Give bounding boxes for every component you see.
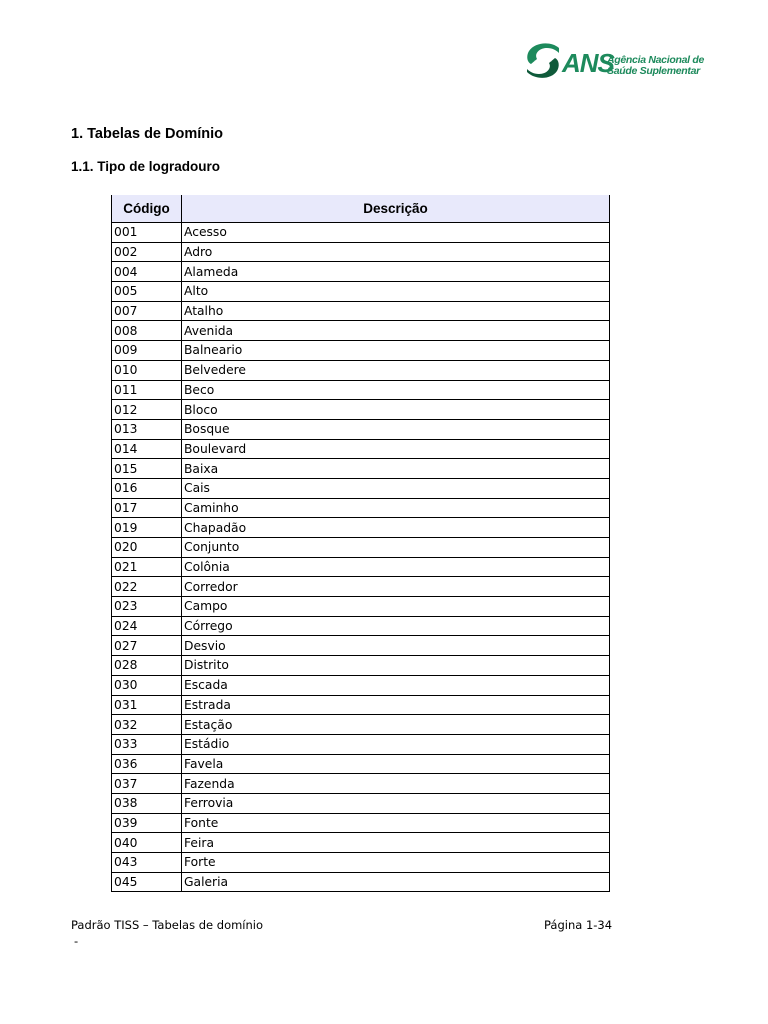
table-row	[112, 872, 610, 892]
logradouro-table	[111, 195, 610, 892]
table-row	[112, 597, 610, 617]
ans-logo	[525, 42, 704, 82]
cell-code: 014	[112, 439, 182, 459]
cell-code: 001	[112, 223, 182, 243]
table-row	[112, 498, 610, 518]
cell-code: 036	[112, 754, 182, 774]
cell-code: 028	[112, 656, 182, 676]
ans-logo-mark-icon	[525, 42, 561, 80]
table-row	[112, 242, 610, 262]
table-row	[112, 675, 610, 695]
cell-code: 010	[112, 360, 182, 380]
cell-description: Campo	[182, 597, 610, 617]
cell-code: 038	[112, 793, 182, 813]
cell-code: 045	[112, 872, 182, 892]
table-row	[112, 400, 610, 420]
cell-code: 011	[112, 380, 182, 400]
table-row	[112, 774, 610, 794]
table-row	[112, 656, 610, 676]
cell-code: 019	[112, 518, 182, 538]
cell-description: Fazenda	[182, 774, 610, 794]
cell-description: Chapadão	[182, 518, 610, 538]
table-body	[112, 223, 610, 892]
table-row	[112, 833, 610, 853]
table-row	[112, 262, 610, 282]
cell-code: 033	[112, 734, 182, 754]
table-row	[112, 813, 610, 833]
footer-page-number: Página 1-34	[544, 918, 613, 932]
cell-code: 002	[112, 242, 182, 262]
cell-description: Escada	[182, 675, 610, 695]
logo-line-1: Agência Nacional de	[607, 54, 704, 66]
table-row	[112, 223, 610, 243]
section-heading: 1. Tabelas de Domínio	[71, 126, 224, 142]
cell-code: 039	[112, 813, 182, 833]
cell-code: 024	[112, 616, 182, 636]
table-row	[112, 478, 610, 498]
table-row	[112, 616, 610, 636]
cell-description: Favela	[182, 754, 610, 774]
cell-code: 017	[112, 498, 182, 518]
table-row	[112, 321, 610, 341]
table-row	[112, 518, 610, 538]
cell-code: 043	[112, 853, 182, 873]
cell-description: Ferrovia	[182, 793, 610, 813]
cell-description: Distrito	[182, 656, 610, 676]
cell-code: 030	[112, 675, 182, 695]
table-row	[112, 754, 610, 774]
table-row	[112, 636, 610, 656]
cell-code: 040	[112, 833, 182, 853]
cell-code: 012	[112, 400, 182, 420]
cell-description: Colônia	[182, 557, 610, 577]
cell-description: Belvedere	[182, 360, 610, 380]
cell-description: Estádio	[182, 734, 610, 754]
cell-description: Bosque	[182, 419, 610, 439]
table-row	[112, 853, 610, 873]
cell-code: 007	[112, 301, 182, 321]
cell-code: 037	[112, 774, 182, 794]
logo-agency-name	[607, 55, 707, 77]
cell-description: Corredor	[182, 577, 610, 597]
table-row	[112, 301, 610, 321]
cell-description: Cais	[182, 478, 610, 498]
cell-code: 008	[112, 321, 182, 341]
cell-description: Boulevard	[182, 439, 610, 459]
table-header-row	[112, 195, 610, 223]
table-row	[112, 793, 610, 813]
cell-description: Atalho	[182, 301, 610, 321]
table-row	[112, 282, 610, 302]
cell-code: 004	[112, 262, 182, 282]
footer-document-title: Padrão TISS – Tabelas de domínio	[71, 918, 264, 932]
cell-description: Bloco	[182, 400, 610, 420]
cell-description: Fonte	[182, 813, 610, 833]
column-header-description: Descrição	[182, 195, 610, 223]
cell-code: 022	[112, 577, 182, 597]
table-row	[112, 715, 610, 735]
cell-code: 009	[112, 341, 182, 361]
table-row	[112, 695, 610, 715]
cell-description: Alameda	[182, 262, 610, 282]
cell-description: Caminho	[182, 498, 610, 518]
logo-acronym: ANS	[562, 48, 614, 78]
cell-description: Forte	[182, 853, 610, 873]
table-row	[112, 734, 610, 754]
cell-code: 021	[112, 557, 182, 577]
cell-description: Alto	[182, 282, 610, 302]
footer-dash: -	[74, 934, 79, 948]
cell-description: Avenida	[182, 321, 610, 341]
cell-description: Galeria	[182, 872, 610, 892]
cell-description: Estrada	[182, 695, 610, 715]
cell-code: 032	[112, 715, 182, 735]
table-row	[112, 557, 610, 577]
cell-code: 031	[112, 695, 182, 715]
cell-code: 016	[112, 478, 182, 498]
table-row	[112, 439, 610, 459]
cell-description: Feira	[182, 833, 610, 853]
table-row	[112, 459, 610, 479]
cell-code: 015	[112, 459, 182, 479]
table-row	[112, 538, 610, 558]
subsection-heading: 1.1. Tipo de logradouro	[71, 159, 221, 174]
table-row	[112, 341, 610, 361]
cell-code: 027	[112, 636, 182, 656]
cell-description: Desvio	[182, 636, 610, 656]
table-row	[112, 360, 610, 380]
cell-description: Córrego	[182, 616, 610, 636]
table-row	[112, 419, 610, 439]
cell-code: 013	[112, 419, 182, 439]
cell-description: Estação	[182, 715, 610, 735]
logo-line-2: Saúde Suplementar	[607, 65, 700, 77]
cell-code: 005	[112, 282, 182, 302]
table-row	[112, 380, 610, 400]
cell-description: Baixa	[182, 459, 610, 479]
cell-description: Acesso	[182, 223, 610, 243]
cell-code: 023	[112, 597, 182, 617]
table-row	[112, 577, 610, 597]
cell-code: 020	[112, 538, 182, 558]
cell-description: Beco	[182, 380, 610, 400]
column-header-code: Código	[112, 195, 182, 223]
cell-description: Adro	[182, 242, 610, 262]
cell-description: Balneario	[182, 341, 610, 361]
cell-description: Conjunto	[182, 538, 610, 558]
